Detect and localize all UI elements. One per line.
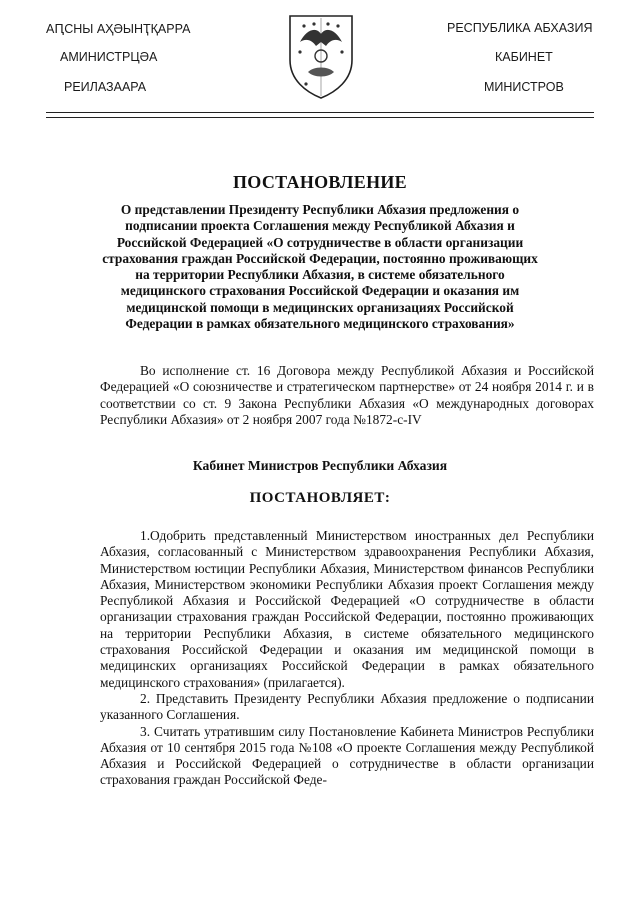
header-right-line-3: МИНИСТРОВ bbox=[484, 80, 564, 94]
header-right-line-2: КАБИНЕТ bbox=[495, 50, 553, 64]
item-1: 1.Одобрить представленный Министерством иностранных дел Республики Абхазия, согласованный с Министерством здравоохранения Республики Абхазия, Министерством юстиции Республики Абхазия, Министерством финансов Республики Абхазия, Министерством экономики Республики Абхазия проект Соглашения между Республикой Абхазия и Российской Федерацией «О сотрудничестве в области организации страхования граждан Российской Федерации, постоянно проживающих на территории Республики Абхазия, в системе обязательного медицинского страхования Российской Федерации и оказания им медицинской помощи в медицинских организациях Российской Федерации в рамках обязательного медицинского страхования» (прилагается). bbox=[100, 528, 594, 690]
item-3: 3. Считать утратившим силу Постановление Кабинета Министров Республики Абхазия от 10 сентября 2015 года №108 «О проекте Соглашения между Республикой Абхазия и Российской Федерацией о сотрудничестве в области организации страхования граждан Российской Феде- bbox=[100, 723, 594, 788]
state-emblem-icon bbox=[286, 12, 356, 100]
issuing-authority: Кабинет Министров Республики Абхазия bbox=[192, 458, 448, 473]
header-left-line-3: РЕИЛАЗААРА bbox=[64, 80, 147, 94]
header-divider-bottom bbox=[46, 117, 594, 118]
resolves-heading: ПОСТАНОВЛЯЕТ: bbox=[249, 490, 391, 506]
header-left-line-1: АԤСНЫ АҲӘЫНҬҚАРРА bbox=[46, 22, 191, 36]
preamble-paragraph bbox=[100, 363, 594, 428]
header-divider-top bbox=[46, 112, 594, 113]
item-2: 2. Представить Президенту Республики Абхазия предложение о подписании указанного Соглашения. bbox=[100, 690, 594, 723]
header-left-line-2: АМИНИСТРЦӘА bbox=[60, 50, 158, 64]
document-subject: О представлении Президенту Республики Абхазия предложения о подписании проекта Соглашения между Республикой Абхазия и Российской Федерацией «О сотрудничестве в области организации страхования граждан Российской Федерации, постоянно проживающих на территории Республики Абхазия, в системе обязательного медицинского страхования Российской Федерации и оказания им медицинской помощи в медицинских организациях Российской Федерации в рамках обязательного медицинского страхования» bbox=[102, 202, 538, 332]
operative-items bbox=[100, 528, 594, 789]
document-title: ПОСТАНОВЛЕНИЕ bbox=[233, 172, 407, 192]
header-right-line-1: РЕСПУБЛИКА АБХАЗИЯ bbox=[447, 21, 593, 35]
preamble-text: Во исполнение ст. 16 Договора между Республикой Абхазия и Российской Федерацией «О союзничестве и стратегическом партнерстве» от 24 ноября 2014 г. и в соответствии со ст. 9 Закона Республики Абхазия «О международных договорах Республики Абхазия» от 2 ноября 2007 года №1872-с-IV bbox=[100, 363, 594, 427]
